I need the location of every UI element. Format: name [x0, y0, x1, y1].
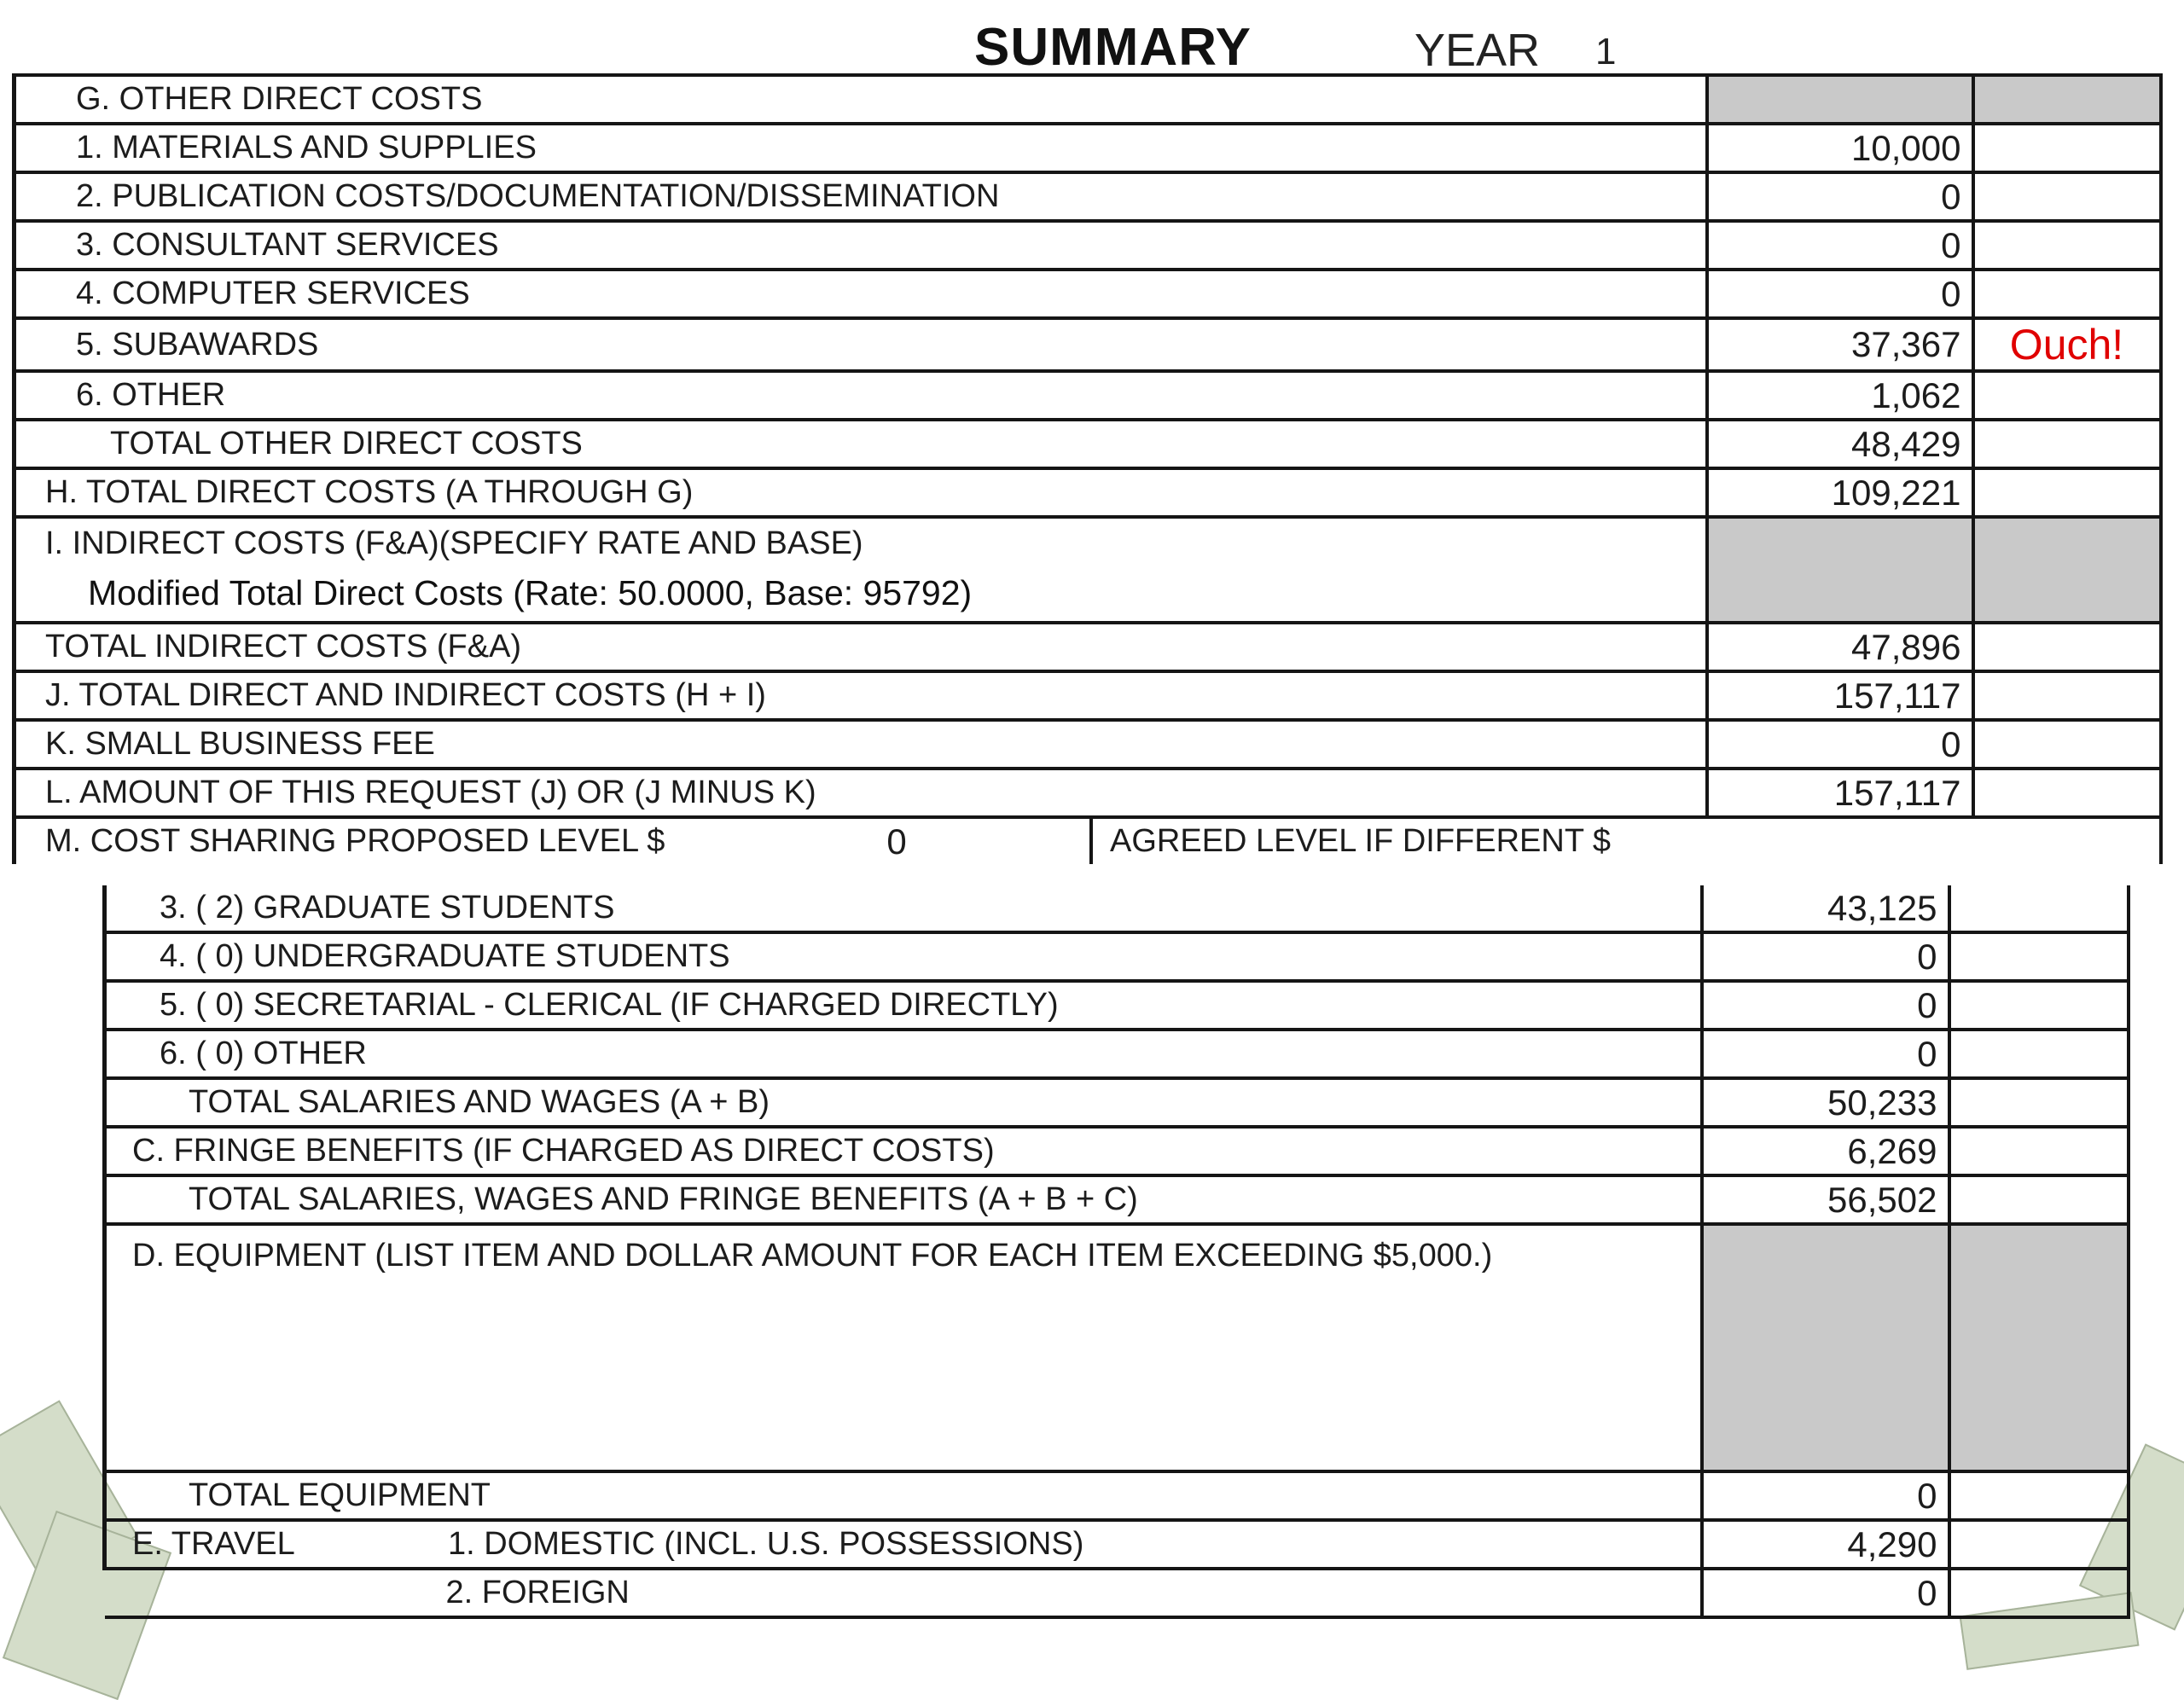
year-label: YEAR — [1414, 25, 1541, 76]
cost-sharing-row — [15, 817, 2161, 864]
note-cell — [1973, 124, 2161, 172]
travel-foreign-amount: 0 — [1702, 1569, 1949, 1617]
row-label: 3. ( 2) GRADUATE STUDENTS — [105, 885, 1702, 932]
total-indirect-costs-amount: 47,896 — [1707, 623, 1973, 671]
table-row — [105, 932, 2129, 981]
cost-sharing-value: 0 — [886, 821, 907, 862]
note-cell — [1949, 885, 2129, 932]
note-cell — [1949, 1078, 2129, 1127]
agreed-level-label: AGREED LEVEL IF DIFFERENT $ — [1110, 823, 1612, 859]
row-amount: 0 — [1707, 221, 1973, 270]
table-row — [105, 1175, 2129, 1224]
total-equipment-label: TOTAL EQUIPMENT — [105, 1471, 1702, 1520]
note-cell — [1973, 468, 2161, 517]
indirect-costs-heading: I. INDIRECT COSTS (F&A)(SPECIFY RATE AND BASE) — [45, 525, 863, 561]
table-row — [15, 623, 2161, 671]
row-amount: 43,125 — [1702, 885, 1949, 932]
cost-sharing-label: M. COST SHARING PROPOSED LEVEL $ — [45, 823, 665, 859]
table-row — [15, 221, 2161, 270]
shaded-cell — [1707, 75, 1973, 124]
table-row — [15, 769, 2161, 817]
table-row — [15, 318, 2161, 371]
total-equipment-amount: 0 — [1702, 1471, 1949, 1520]
row-label: 5. ( 0) SECRETARIAL - CLERICAL (IF CHARGED DIRECTLY) — [105, 981, 1702, 1030]
row-amount: 10,000 — [1707, 124, 1973, 172]
table-row — [15, 124, 2161, 172]
shaded-cell — [1973, 75, 2161, 124]
row-label: 1. MATERIALS AND SUPPLIES — [15, 124, 1707, 172]
travel-domestic-label: 1. DOMESTIC (INCL. U.S. POSSESSIONS) — [448, 1526, 1084, 1562]
table-row — [105, 1224, 2129, 1471]
note-cell — [1949, 1175, 2129, 1224]
note-cell — [1973, 420, 2161, 468]
table-row — [15, 671, 2161, 720]
small-business-fee-label: K. SMALL BUSINESS FEE — [15, 720, 1707, 769]
row-label: 3. CONSULTANT SERVICES — [15, 221, 1707, 270]
equipment-label: D. EQUIPMENT (LIST ITEM AND DOLLAR AMOUNT FOR EACH ITEM EXCEEDING $5,000.) — [105, 1224, 1702, 1471]
total-direct-costs-amount: 109,221 — [1707, 468, 1973, 517]
shaded-cell — [1702, 1224, 1949, 1471]
shaded-cell — [1973, 517, 2161, 623]
note-cell — [1949, 1520, 2129, 1569]
row-label: 6. OTHER — [15, 371, 1707, 420]
total-salaries-label: TOTAL SALARIES AND WAGES (A + B) — [105, 1078, 1702, 1127]
note-cell — [1973, 671, 2161, 720]
indirect-costs-label — [15, 517, 1707, 623]
note-cell — [1973, 720, 2161, 769]
row-amount: 0 — [1702, 932, 1949, 981]
note-cell — [1949, 1471, 2129, 1520]
row-label: 4. ( 0) UNDERGRADUATE STUDENTS — [105, 932, 1702, 981]
shaded-cell — [1949, 1224, 2129, 1471]
row-label: 4. COMPUTER SERVICES — [15, 270, 1707, 318]
note-cell — [1973, 172, 2161, 221]
travel-domestic-cell — [105, 1520, 1702, 1569]
budget-summary-top-table — [12, 73, 2163, 864]
note-cell — [1949, 1030, 2129, 1078]
budget-summary-bottom-table — [102, 885, 2130, 1619]
row-label: 2. PUBLICATION COSTS/DOCUMENTATION/DISSEMINATION — [15, 172, 1707, 221]
row-label: 6. ( 0) OTHER — [105, 1030, 1702, 1078]
other-direct-costs-heading: G. OTHER DIRECT COSTS — [15, 75, 1707, 124]
table-row — [105, 1569, 2129, 1617]
table-row — [105, 1127, 2129, 1175]
note-cell — [1973, 221, 2161, 270]
row-amount: 37,367 — [1707, 318, 1973, 371]
table-row — [15, 420, 2161, 468]
note-cell — [1949, 981, 2129, 1030]
table-row — [105, 1520, 2129, 1569]
shaded-cell — [1707, 517, 1973, 623]
request-amount-label: L. AMOUNT OF THIS REQUEST (J) OR (J MINUS K) — [15, 769, 1707, 817]
table-row — [105, 981, 2129, 1030]
table-row — [105, 885, 2129, 932]
table-row — [105, 1471, 2129, 1520]
row-amount: 0 — [1707, 270, 1973, 318]
indirect-costs-rate-detail: Modified Total Direct Costs (Rate: 50.0000, Base: 95792) — [88, 573, 973, 612]
cost-sharing-cell — [15, 817, 2161, 864]
total-direct-costs-label: H. TOTAL DIRECT COSTS (A THROUGH G) — [15, 468, 1707, 517]
table-row — [15, 172, 2161, 221]
table-row — [15, 75, 2161, 124]
total-salaries-amount: 50,233 — [1702, 1078, 1949, 1127]
note-cell — [1973, 769, 2161, 817]
note-cell — [1973, 270, 2161, 318]
table-row — [15, 468, 2161, 517]
summary-title: SUMMARY — [974, 18, 1252, 77]
total-salaries-fringe-label: TOTAL SALARIES, WAGES AND FRINGE BENEFITS (A + B + C) — [105, 1175, 1702, 1224]
total-direct-indirect-label: J. TOTAL DIRECT AND INDIRECT COSTS (H + I) — [15, 671, 1707, 720]
total-other-direct-costs-label: TOTAL OTHER DIRECT COSTS — [15, 420, 1707, 468]
note-cell — [1973, 623, 2161, 671]
note-cell — [1949, 1127, 2129, 1175]
note-cell — [1949, 1569, 2129, 1617]
total-direct-indirect-amount: 157,117 — [1707, 671, 1973, 720]
table-row — [15, 517, 2161, 623]
total-indirect-costs-label: TOTAL INDIRECT COSTS (F&A) — [15, 623, 1707, 671]
table-row — [15, 270, 2161, 318]
travel-foreign-label: 2. FOREIGN — [105, 1569, 1702, 1617]
total-salaries-fringe-amount: 56,502 — [1702, 1175, 1949, 1224]
note-cell — [1949, 932, 2129, 981]
table-row — [105, 1030, 2129, 1078]
travel-domestic-amount: 4,290 — [1702, 1520, 1949, 1569]
total-other-direct-costs-amount: 48,429 — [1707, 420, 1973, 468]
year-value: 1 — [1595, 31, 1617, 73]
row-amount: 0 — [1707, 172, 1973, 221]
table-row — [15, 371, 2161, 420]
row-amount: 0 — [1702, 981, 1949, 1030]
request-amount: 157,117 — [1707, 769, 1973, 817]
ouch-annotation: Ouch! — [1973, 318, 2161, 371]
fringe-benefits-label: C. FRINGE BENEFITS (IF CHARGED AS DIRECT COSTS) — [105, 1127, 1702, 1175]
table-row — [15, 720, 2161, 769]
travel-label: E. TRAVEL — [132, 1526, 295, 1562]
note-cell — [1973, 371, 2161, 420]
small-business-fee-amount: 0 — [1707, 720, 1973, 769]
fringe-benefits-amount: 6,269 — [1702, 1127, 1949, 1175]
table-row — [105, 1078, 2129, 1127]
row-label: 5. SUBAWARDS — [15, 318, 1707, 371]
row-amount: 1,062 — [1707, 371, 1973, 420]
row-amount: 0 — [1702, 1030, 1949, 1078]
